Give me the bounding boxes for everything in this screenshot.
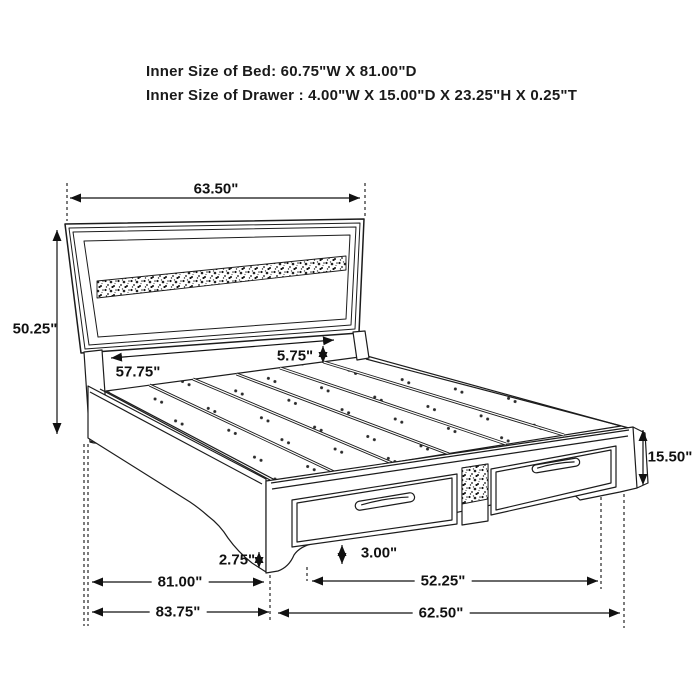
headboard-leg-right xyxy=(353,331,369,360)
dim-headboard-gap-label: 5.75" xyxy=(276,347,314,365)
dim-overall-width-label: 62.50" xyxy=(413,605,470,622)
dim-inner-width-label: 57.75" xyxy=(115,363,161,381)
footboard-glitter-stile xyxy=(462,464,488,504)
dim-footboard-inner-width-label: 52.25" xyxy=(415,573,472,590)
dim-headboard-width-label: 63.50" xyxy=(193,180,239,198)
dim-headboard-height-label: 50.25" xyxy=(12,320,58,338)
dim-overall-length-label: 83.75" xyxy=(150,604,207,621)
dim-rail-thickness-label: 2.75" xyxy=(218,551,256,569)
inner-bed-size-text: Inner Size of Bed: 60.75"W X 81.00"D xyxy=(146,63,417,80)
bed-drawing xyxy=(65,219,648,573)
inner-drawer-size-text: Inner Size of Drawer : 4.00"W X 15.00"D X 23.25"H X 0.25"T xyxy=(146,87,578,104)
dim-foot-height-label: 3.00" xyxy=(360,544,398,562)
dim-footboard-height-label: 15.50" xyxy=(647,448,693,466)
dim-inner-length-label: 81.00" xyxy=(152,574,209,591)
